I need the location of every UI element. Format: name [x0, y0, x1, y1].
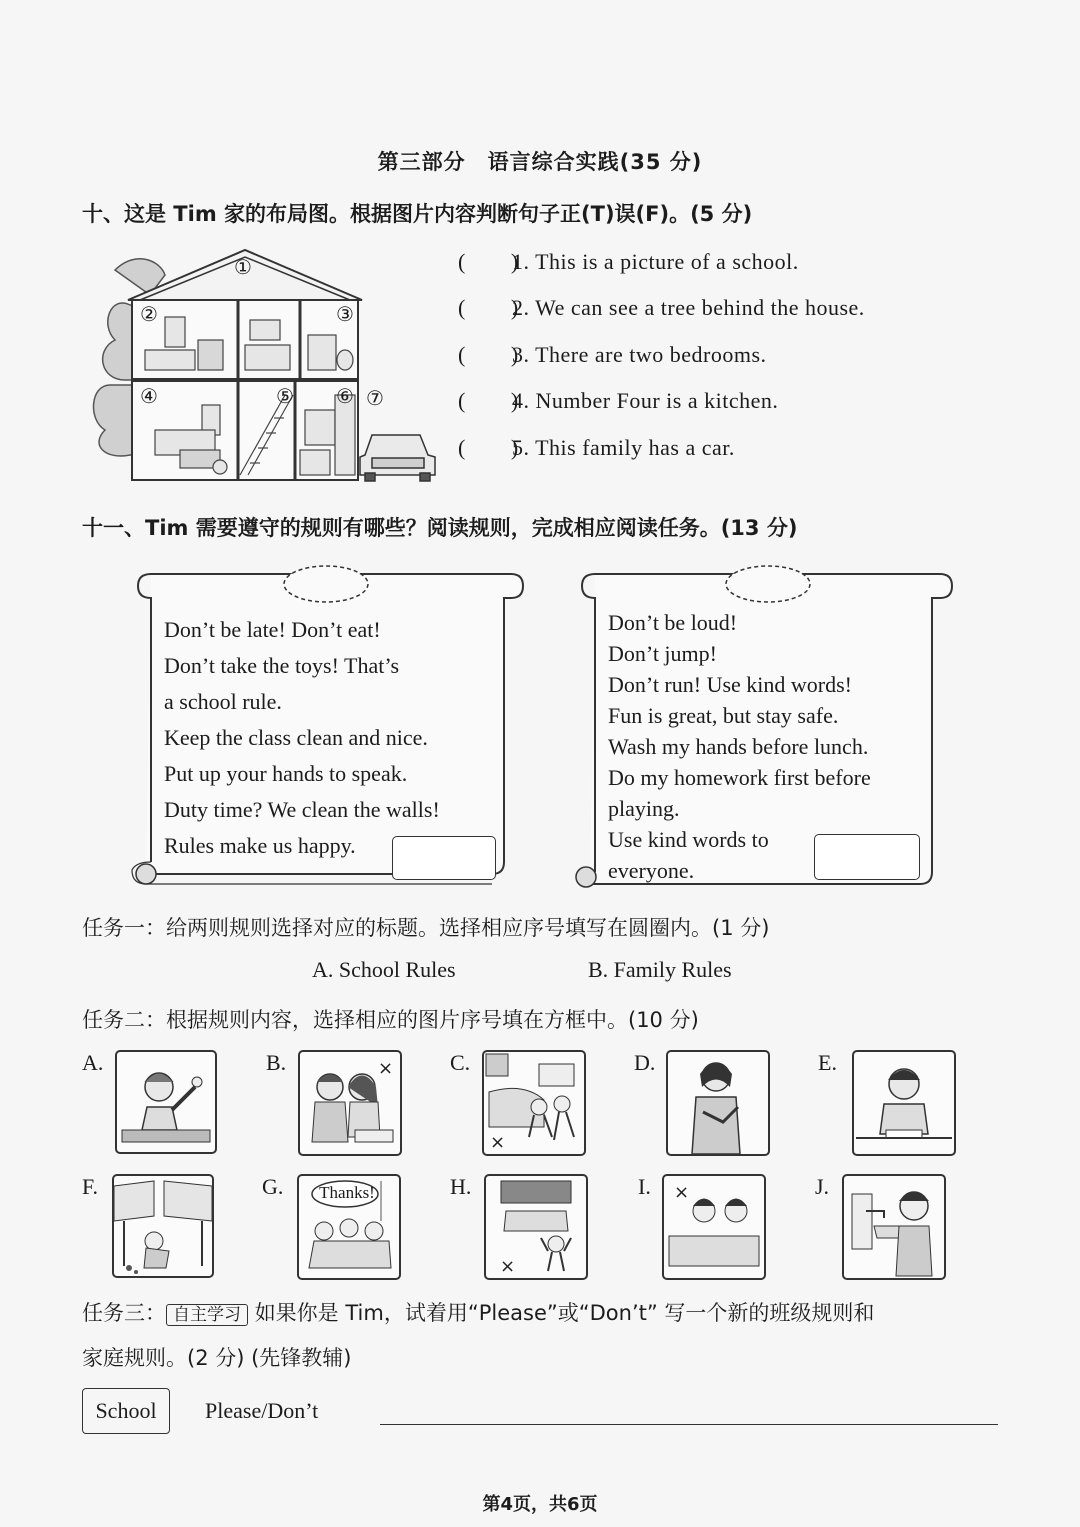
rule-line: Use kind words to [608, 827, 769, 852]
task-3-text-line-2: 家庭规则。(2 分) (先锋教辅) [82, 1346, 352, 1370]
rule-line: Don’t run! Use kind words! [608, 672, 853, 697]
answer-box-left[interactable] [392, 836, 496, 880]
title-circle[interactable] [726, 566, 810, 602]
picture-label-f: F. [82, 1174, 98, 1199]
picture-label-d: D. [634, 1050, 656, 1075]
cross-icon: × [378, 1058, 394, 1079]
task-3-prefix: 任务三： [82, 1301, 166, 1325]
title-circle[interactable] [284, 566, 368, 602]
picture-f-child-cleaning-classroom [112, 1174, 214, 1278]
picture-label-j: J. [815, 1174, 830, 1199]
please-dont-prompt: Please/Don’t [205, 1398, 319, 1423]
statement-text: 5. This family has a car. [512, 435, 735, 460]
rule-line: playing. [608, 796, 680, 821]
house-number-1: ① [234, 255, 252, 279]
rule-line: Don’t be loud! [608, 610, 738, 635]
statement-1 [458, 245, 799, 276]
picture-label-a: A. [82, 1050, 104, 1075]
house-number-7: ⑦ [366, 386, 384, 410]
picture-e-boy-doing-homework [852, 1050, 956, 1156]
rule-line: Wash my hands before lunch. [608, 734, 869, 759]
house-number-3: ③ [336, 302, 354, 326]
picture-label-c: C. [450, 1050, 471, 1075]
statement-text: 1. This is a picture of a school. [512, 249, 799, 274]
house-number-6: ⑥ [336, 384, 354, 408]
car-icon [360, 435, 435, 481]
cross-icon: × [674, 1182, 690, 1203]
part-title: 第三部分 语言综合实践(35 分) [377, 150, 703, 174]
cross-icon: × [490, 1132, 506, 1153]
answer-paren[interactable]: ( ) [458, 249, 519, 274]
picture-d-woman-with-finger-on-lips [666, 1050, 770, 1156]
picture-label-g: G. [262, 1174, 284, 1199]
house-layout-illustration [90, 245, 440, 485]
statement-2 [458, 291, 865, 322]
picture-label-b: B. [266, 1050, 287, 1075]
section-11-title: 十一、Tim 需要遵守的规则有哪些？阅读规则，完成相应阅读任务。(13 分) [82, 516, 798, 540]
house-number-4: ④ [140, 384, 158, 408]
picture-i-kids-eating-in-class [662, 1174, 766, 1280]
picture-label-i: I. [638, 1174, 651, 1199]
rule-line: everyone. [608, 858, 695, 883]
task-3-instruction [82, 1297, 874, 1327]
picture-b-kids-taking-toys [298, 1050, 402, 1156]
answer-paren[interactable]: ( ) [458, 342, 519, 367]
section-10-title: 十、这是 Tim 家的布局图。根据图片内容判断句子正(T)误(F)。(5 分) [82, 202, 753, 226]
rule-line: a school rule. [164, 689, 282, 714]
statement-text: 2. We can see a tree behind the house. [512, 295, 865, 320]
house-number-2: ② [140, 302, 158, 326]
rule-line: Don’t jump! [608, 641, 717, 666]
rule-line: Put up your hands to speak. [164, 761, 408, 786]
cross-icon: × [500, 1256, 516, 1277]
picture-j-child-washing-hands [842, 1174, 946, 1280]
rule-line: Don’t take the toys! That’s [164, 653, 400, 678]
statement-5 [458, 431, 735, 462]
task-2-instruction: 任务二：根据规则内容，选择相应的图片序号填在方框中。(10 分) [82, 1008, 699, 1032]
picture-label-e: E. [818, 1050, 837, 1075]
statement-text: 3. There are two bedrooms. [512, 342, 767, 367]
answer-paren[interactable]: ( ) [458, 435, 519, 460]
rule-line: Rules make us happy. [164, 833, 356, 858]
statement-text: 4. Number Four is a kitchen. [512, 388, 779, 413]
answer-paren[interactable]: ( ) [458, 388, 519, 413]
task-3-text: 如果你是 Tim，试着用“Please”或“Don’t” 写一个新的班级规则和 [254, 1301, 875, 1325]
rule-line: Do my homework first before [608, 765, 871, 790]
thanks-speech-bubble: Thanks! [319, 1183, 375, 1202]
self-study-badge: 自主学习 [166, 1304, 248, 1326]
answer-paren[interactable]: ( ) [458, 295, 519, 320]
page-footer: 第4页，共6页 [482, 1494, 598, 1515]
scroll-left-rules [164, 612, 494, 864]
statement-3 [458, 338, 767, 369]
school-label-box: School [82, 1388, 170, 1434]
rule-line: Fun is great, but stay safe. [608, 703, 839, 728]
answer-box-right[interactable] [814, 834, 920, 880]
rule-line: Don’t be late! Don’t eat! [164, 617, 381, 642]
answer-line[interactable] [380, 1424, 998, 1425]
picture-a-girl-raising-hand [115, 1050, 217, 1154]
statement-4 [458, 384, 778, 415]
picture-c-kids-running-indoors [482, 1050, 586, 1156]
option-b: B. Family Rules [588, 957, 732, 982]
picture-label-h: H. [450, 1174, 472, 1199]
picture-h-child-jumping-on-sofa [484, 1174, 588, 1280]
option-a: A. School Rules [312, 957, 456, 982]
rule-line: Keep the class clean and nice. [164, 725, 428, 750]
task-1-instruction: 任务一：给两则规则选择对应的标题。选择相应序号填写在圆圈内。(1 分) [82, 916, 770, 940]
house-number-5: ⑤ [276, 384, 294, 408]
rule-line: Duty time? We clean the walls! [164, 797, 440, 822]
